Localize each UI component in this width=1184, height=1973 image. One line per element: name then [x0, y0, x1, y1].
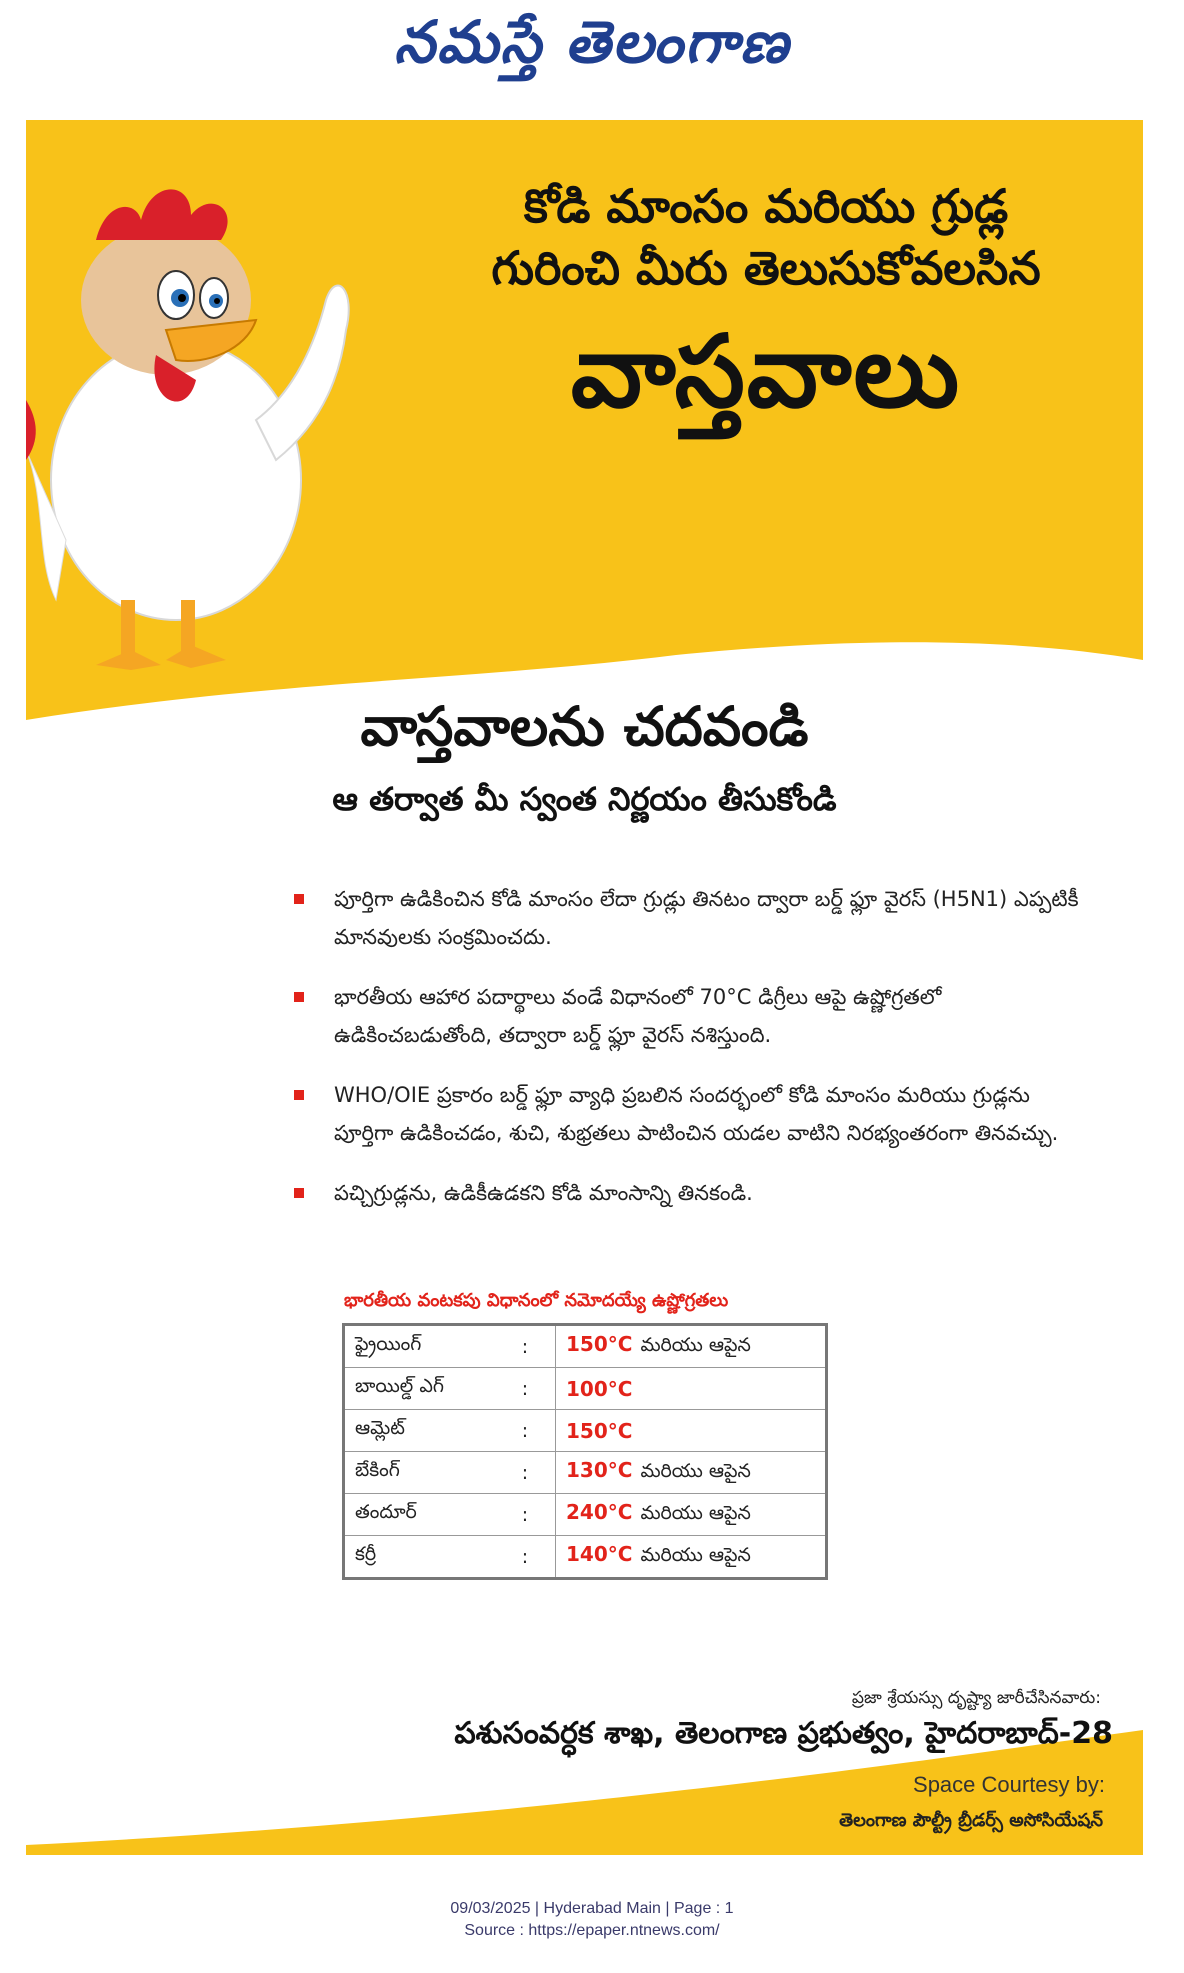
- temperature-cell: [556, 1494, 827, 1536]
- list-item: [294, 978, 1084, 1054]
- temperature-cell: [556, 1368, 827, 1410]
- temperature-value: 150°C: [566, 1332, 633, 1356]
- facts-list: [294, 880, 1084, 1234]
- list-item: [294, 1174, 1084, 1212]
- temperature-table-title: భారతీయ వంటకపు విధానంలో నమోదయ్యే ఉష్ణోగ్రతలు: [344, 1290, 729, 1311]
- temperature-cell: [556, 1325, 827, 1368]
- food-cell: కర్రీ: [344, 1536, 496, 1579]
- subheading: వాస్తవాలను చదవండి: [360, 695, 809, 758]
- page-footer: [0, 1898, 1184, 1942]
- footer-edition-info: 09/03/2025 | Hyderabad Main | Page : 1: [450, 1900, 734, 1917]
- separator-cell: :: [495, 1494, 556, 1536]
- separator-cell: :: [495, 1368, 556, 1410]
- temperature-note: మరియు ఆపైన: [640, 1544, 751, 1566]
- temperature-value: 140°C: [566, 1542, 633, 1566]
- food-cell: బేకింగ్: [344, 1452, 496, 1494]
- separator-cell: :: [495, 1452, 556, 1494]
- newspaper-masthead: [0, 8, 1184, 91]
- masthead-title: నమస్తే తెలంగాణ: [394, 8, 790, 76]
- temperature-value: 240°C: [566, 1500, 633, 1524]
- headline: [406, 175, 1126, 434]
- separator-cell: :: [495, 1410, 556, 1452]
- temperature-value: 150°C: [566, 1418, 633, 1443]
- temperature-value: 100°C: [566, 1376, 633, 1401]
- fact-text: WHO/OIE ప్రకారం బర్డ్ ఫ్లూ వ్యాధి ప్రబలిన సందర్భంలో కోడి మాంసం మరియు గ్రుడ్లను పూర్తిగా ఉడికించడం, శుచి, శుభ్రతలు పాటించిన యడల వాటిని నిరభ్యంతరంగా తినవచ్చు.: [334, 1083, 1059, 1145]
- advertisement: [26, 120, 1143, 1855]
- subheading-secondary: ఆ తర్వాత మీ స్వంత నిర్ణయం తీసుకోండి: [332, 780, 837, 818]
- red-square-bullet-icon: [294, 992, 304, 1002]
- headline-big-word: వాస్తవాలు: [570, 313, 962, 430]
- list-item: [294, 880, 1084, 956]
- red-square-bullet-icon: [294, 1090, 304, 1100]
- list-item: [294, 1076, 1084, 1152]
- issuer-label: ప్రజా శ్రేయస్సు దృష్ట్యా జారీచేసినవారు:: [851, 1688, 1101, 1708]
- sponsor-association: తెలంగాణ పౌల్ట్రీ బ్రీడర్స్ అసోసియేషన్: [839, 1810, 1103, 1831]
- red-square-bullet-icon: [294, 1188, 304, 1198]
- table-row: [344, 1368, 827, 1410]
- temperature-cell: [556, 1410, 827, 1452]
- fact-text: పూర్తిగా ఉడికించిన కోడి మాంసం లేదా గ్రుడ్లు తినటం ద్వారా బర్డ్ ఫ్లూ వైరస్ (H5N1) ఎప్పటికీ మానవులకు సంక్రమించదు.: [334, 887, 1079, 949]
- table-row: [344, 1494, 827, 1536]
- space-courtesy-label: Space Courtesy by:: [913, 1772, 1105, 1797]
- temperature-note: మరియు ఆపైన: [640, 1334, 751, 1356]
- headline-line-2: గురించి మీరు తెలుసుకోవలసిన: [491, 241, 1041, 295]
- temperature-cell: [556, 1536, 827, 1579]
- red-square-bullet-icon: [294, 894, 304, 904]
- temperature-table: [342, 1323, 828, 1580]
- table-row: [344, 1452, 827, 1494]
- food-cell: ఆమ్లెట్: [344, 1410, 496, 1452]
- food-cell: ఫ్రైయింగ్: [344, 1325, 496, 1368]
- fact-text: భారతీయ ఆహార పదార్థాలు వండే విధానంలో 70°C డిగ్రీలు ఆపై ఉష్ణోగ్రతలో ఉడికించబడుతోంది, తద్వారా బర్డ్ ఫ్లూ వైరస్ నశిస్తుంది.: [334, 985, 942, 1047]
- table-row: [344, 1410, 827, 1452]
- headline-line-1: కోడి మాంసం మరియు గ్రుడ్ల: [523, 179, 1009, 233]
- table-row: [344, 1325, 827, 1368]
- separator-cell: :: [495, 1536, 556, 1579]
- rooster-mascot-illustration: [26, 120, 356, 720]
- food-cell: బాయిల్డ్ ఎగ్: [344, 1368, 496, 1410]
- table-row: [344, 1536, 827, 1579]
- footer-source: Source : https://epaper.ntnews.com/: [464, 1922, 720, 1939]
- separator-cell: :: [495, 1325, 556, 1368]
- temperature-cell: [556, 1452, 827, 1494]
- temperature-note: మరియు ఆపైన: [640, 1502, 751, 1524]
- food-cell: తందూర్: [344, 1494, 496, 1536]
- fact-text: పచ్చిగ్రుడ్లను, ఉడికీఉడకని కోడి మాంసాన్ని తినకండి.: [334, 1181, 753, 1205]
- issuer-name: పశుసంవర్ధక శాఖ, తెలంగాణ ప్రభుత్వం, హైదరాబాద్-28: [454, 1716, 1113, 1751]
- temperature-note: మరియు ఆపైన: [640, 1460, 751, 1482]
- temperature-value: 130°C: [566, 1458, 633, 1482]
